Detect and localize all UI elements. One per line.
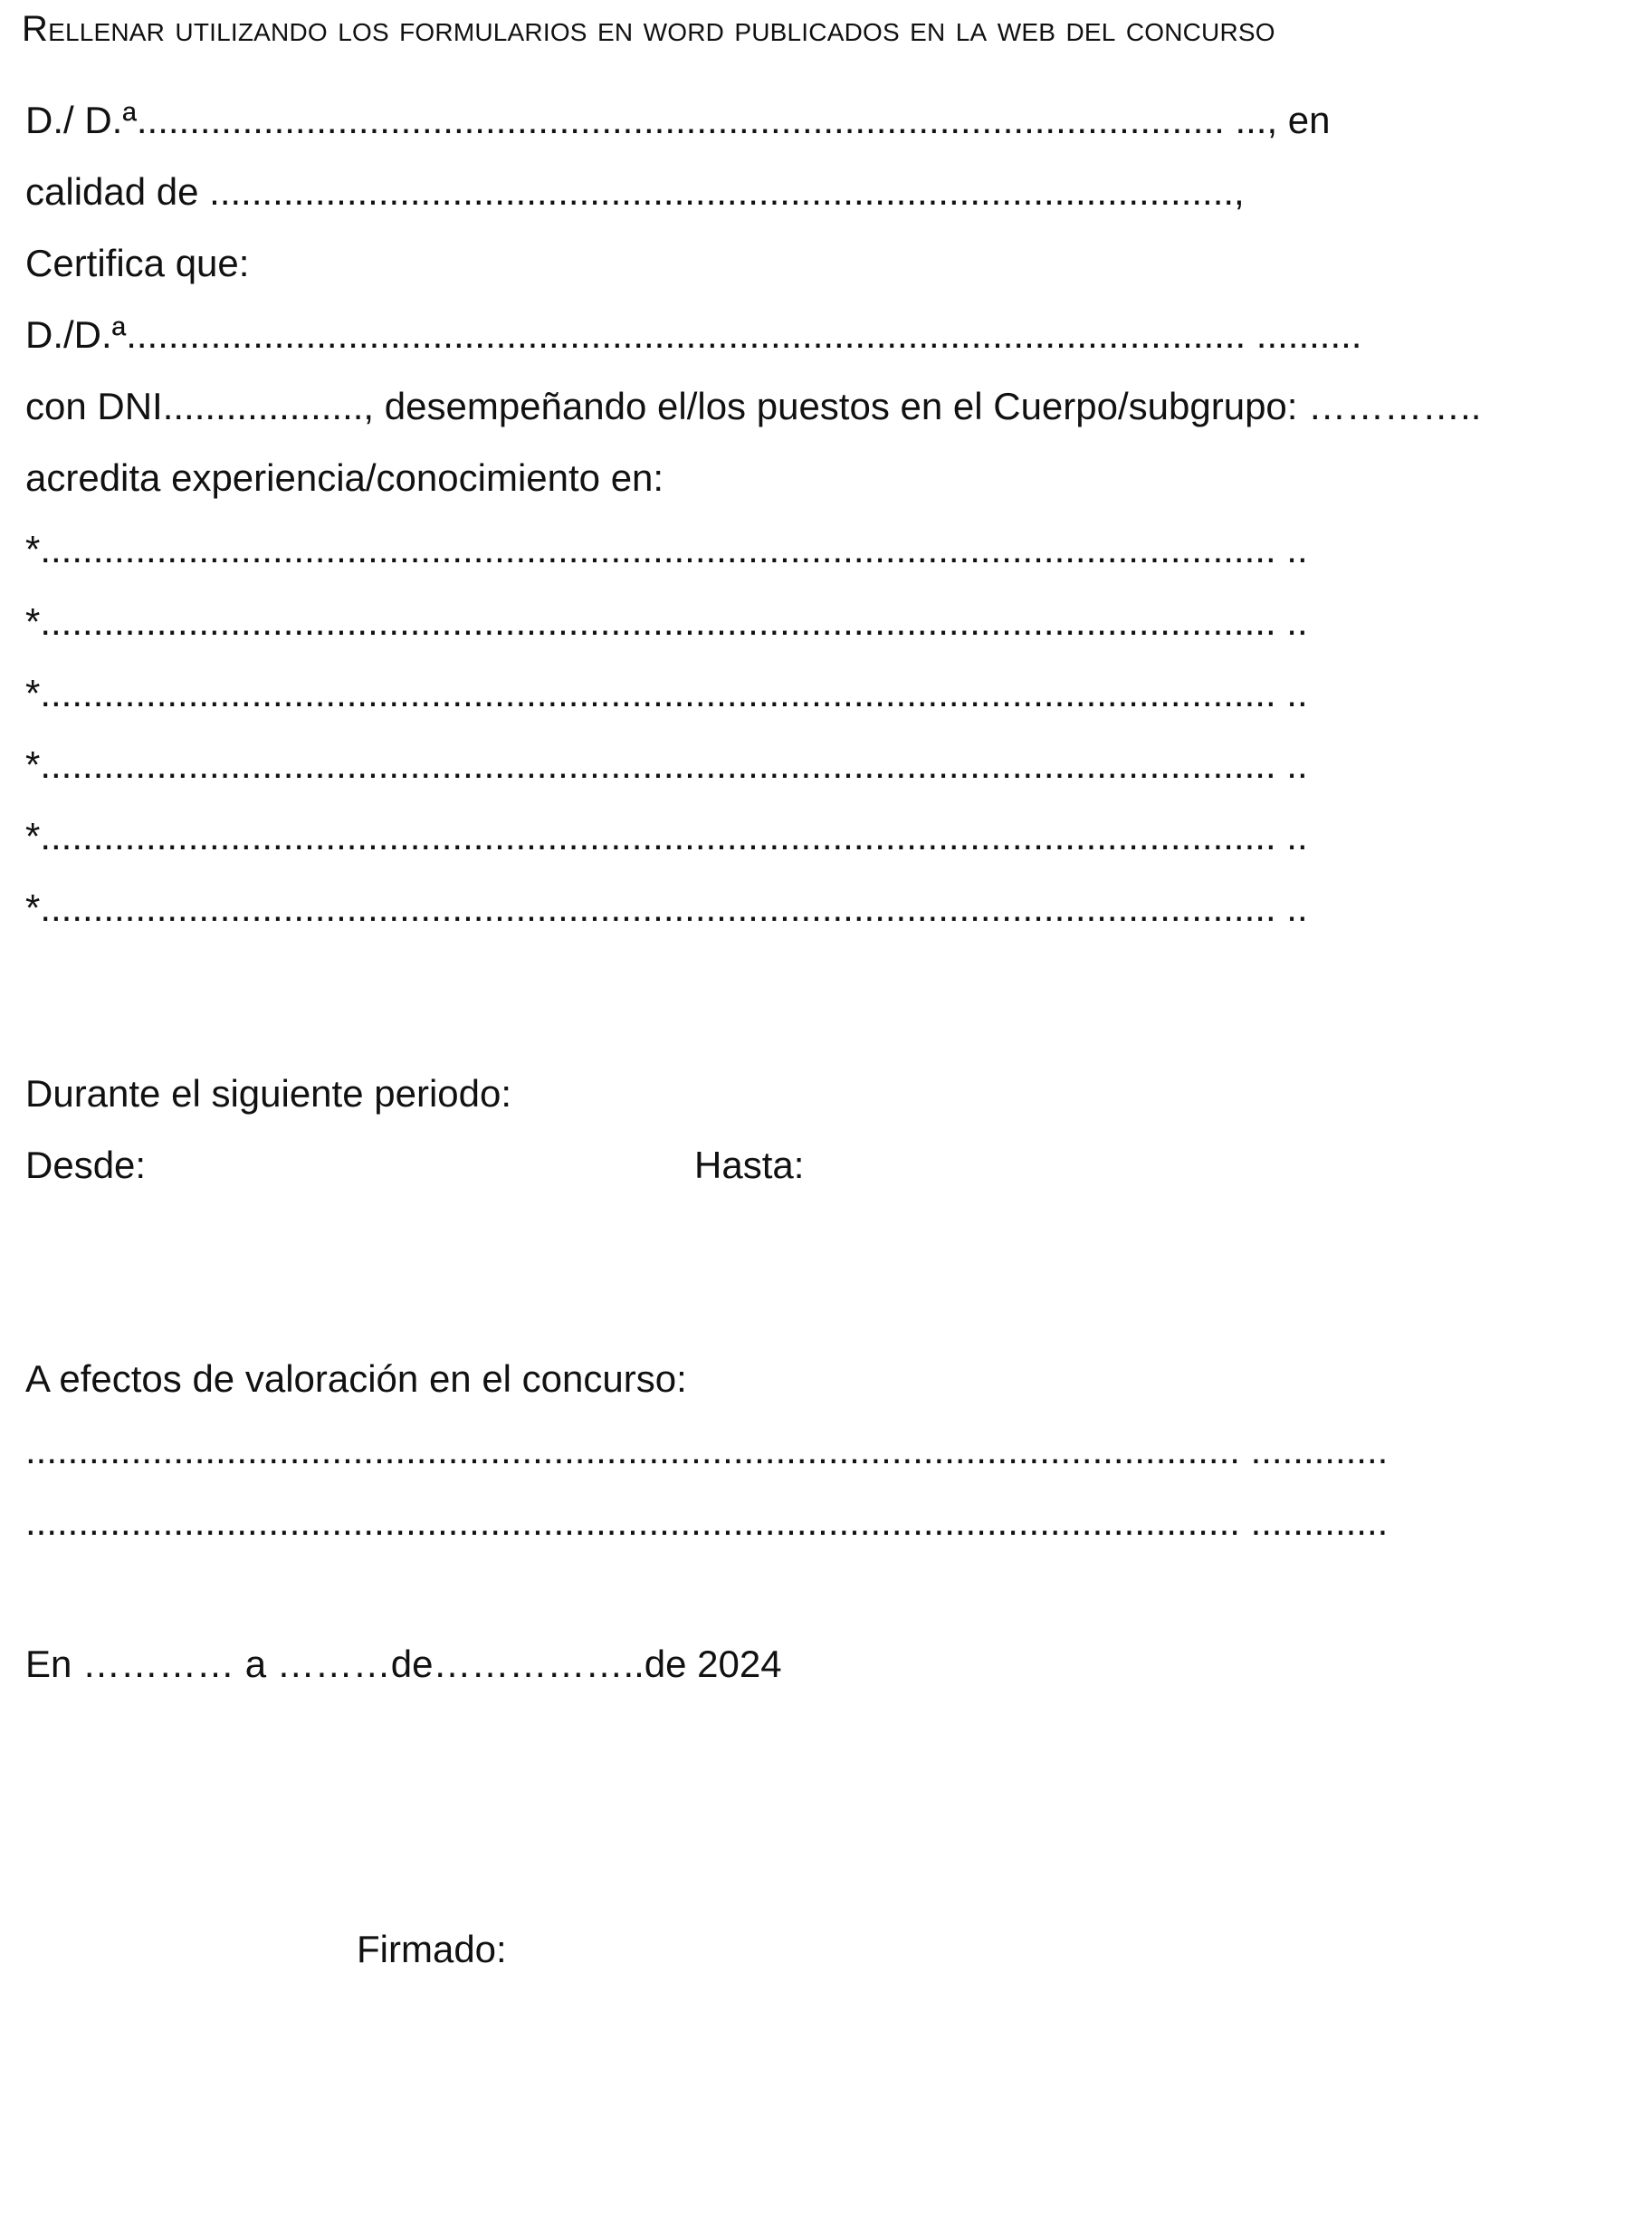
- desde-label: Desde:: [25, 1144, 147, 1186]
- accredits-label: acredita experiencia/conocimiento en:: [25, 456, 664, 499]
- valuation-dotted-line: ................................................................................................................... .............: [25, 1500, 1389, 1543]
- place-date-line: En ………… a ………de……………..de 2024: [25, 1643, 782, 1685]
- experience-bullet-line: *..................................................................................................................... ..: [25, 672, 1308, 714]
- header-instruction: Rellenar utilizando los formularios en word publicados en la web del concurso: [22, 9, 1275, 49]
- dni-and-corps-field-line: con DNI..................., desempeñando el/los puestos en el Cuerpo/subgrupo: …………..: [25, 385, 1482, 427]
- capacity-field-line: calidad de .................................................................................................,: [25, 170, 1245, 213]
- name-field-line: D./ D.ª....................................................................................................... ..., en: [25, 99, 1331, 141]
- valuation-dotted-line: ................................................................................................................... .............: [25, 1429, 1389, 1471]
- period-label: Durante el siguiente periodo:: [25, 1072, 512, 1115]
- experience-bullet-line: *..................................................................................................................... ..: [25, 886, 1308, 929]
- experience-bullet-line: *..................................................................................................................... ..: [25, 528, 1308, 570]
- experience-bullet-line: *..................................................................................................................... ..: [25, 815, 1308, 857]
- experience-bullet-line: *..................................................................................................................... ..: [25, 600, 1308, 643]
- person-name-field-line: D./D.ª.......................................................................................................... ..........: [25, 313, 1362, 356]
- valuation-label: A efectos de valoración en el concurso:: [25, 1357, 687, 1400]
- signed-label: Firmado:: [357, 1928, 507, 1970]
- hasta-label: Hasta:: [694, 1144, 805, 1186]
- experience-bullet-line: *..................................................................................................................... ..: [25, 743, 1308, 786]
- certifies-label: Certifica que:: [25, 242, 250, 284]
